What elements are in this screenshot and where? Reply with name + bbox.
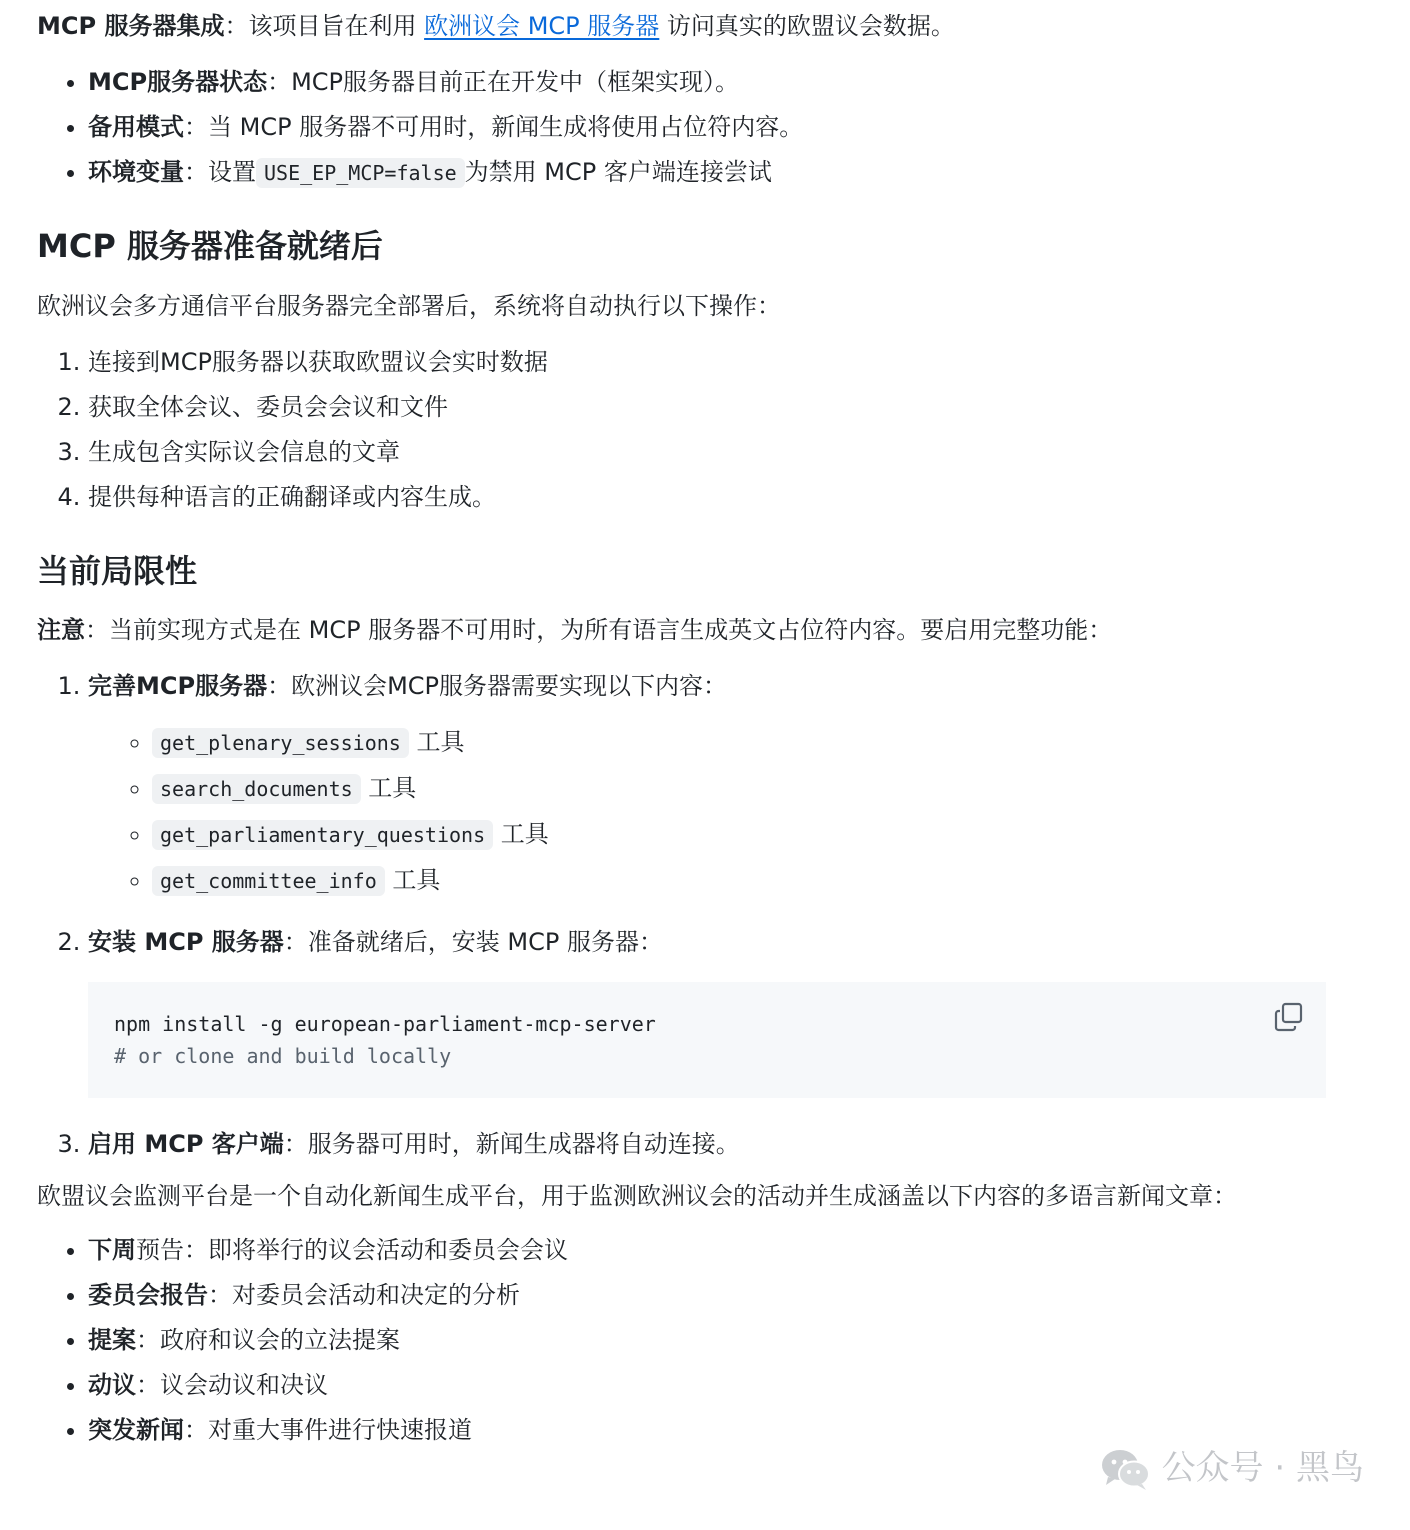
list-item	[88, 109, 1379, 145]
status-list	[37, 64, 1379, 190]
section-ready-text: 欧洲议会多方通信平台服务器完全部署后，系统将自动执行以下操作：	[37, 291, 781, 320]
install-code-block[interactable]	[88, 982, 1326, 1098]
tool-code: get_committee_info	[152, 866, 385, 896]
tool-code: get_plenary_sessions	[152, 728, 409, 758]
readme-content	[37, 8, 1379, 1457]
list-item	[88, 1232, 1379, 1268]
tools-list	[88, 724, 1379, 898]
step2-text: ：准备就绪后，安装 MCP 服务器：	[283, 928, 663, 957]
item-text: ：议会动议和决议	[136, 1371, 328, 1400]
list-item	[152, 816, 1379, 852]
item-text: ：即将举行的议会活动和委员会会议	[184, 1236, 568, 1265]
watermark	[1100, 1443, 1364, 1494]
limits-steps-list	[37, 668, 1379, 1162]
fallback-label: 备用模式	[88, 113, 184, 141]
ready-steps-list	[37, 344, 1379, 515]
list-item: 4. 提供每种语言的正确翻译或内容生成。	[88, 479, 1379, 515]
list-item	[88, 1126, 1379, 1162]
step3-text: ：服务器可用时，新闻生成器将自动连接。	[283, 1130, 740, 1159]
copy-icon	[1272, 1000, 1306, 1034]
list-item: 1. 连接到MCP服务器以获取欧盟议会实时数据	[88, 344, 1379, 380]
step2-label: 安装 MCP 服务器	[88, 928, 284, 957]
platform-paragraph: 欧盟议会监测平台是一个自动化新闻生成平台，用于监测欧洲议会的活动并生成涵盖以下内容的多语言新闻文章：	[37, 1182, 1237, 1211]
section-heading-ready: MCP 服务器准备就绪后	[37, 227, 383, 265]
wechat-icon	[1100, 1447, 1152, 1491]
intro-colon: ：	[224, 12, 249, 40]
tool-code: get_parliamentary_questions	[152, 820, 493, 850]
item-label: 动议	[88, 1371, 136, 1400]
list-item	[88, 154, 1379, 190]
item-label: 突发新闻	[88, 1416, 184, 1445]
status-text: ：MCP服务器目前正在开发中（框架实现）。	[267, 68, 740, 96]
watermark-text: 公众号 · 黑鸟	[1161, 1448, 1364, 1488]
tool-code: search_documents	[152, 774, 361, 804]
item-text: ：对委员会活动和决定的分析	[208, 1281, 520, 1310]
step1-label: 完善MCP服务器	[88, 672, 268, 701]
list-item	[88, 1277, 1379, 1313]
list-item	[152, 770, 1379, 806]
mcp-server-link[interactable]: 欧洲议会 MCP 服务器	[424, 12, 660, 40]
item-plain: 预告	[136, 1236, 184, 1265]
item-text: ：对重大事件进行快速报道	[184, 1416, 472, 1445]
list-item: 2. 获取全体会议、委员会会议和文件	[88, 389, 1379, 425]
item-label: 委员会报告	[88, 1281, 208, 1310]
item-label: 下周	[88, 1236, 136, 1265]
platform-list	[37, 1232, 1379, 1448]
step1-text: ：欧洲议会MCP服务器需要实现以下内容：	[267, 672, 728, 701]
section-heading-limits: 当前局限性	[37, 551, 198, 590]
list-item	[88, 1322, 1379, 1358]
fallback-text: ：当 MCP 服务器不可用时，新闻生成将使用占位符内容。	[184, 113, 804, 141]
tool-suffix: 工具	[368, 774, 417, 803]
code-comment: # or clone and build locally	[114, 1044, 452, 1069]
list-item	[152, 724, 1379, 760]
item-label: 提案	[88, 1326, 136, 1355]
env-var-label: 环境变量	[88, 158, 184, 186]
list-item	[88, 64, 1379, 100]
intro-label: MCP 服务器集成	[37, 12, 225, 40]
env-var-text-after: 为禁用 MCP 客户端连接尝试	[464, 158, 772, 186]
list-item	[88, 1367, 1379, 1403]
note-label: 注意	[37, 616, 85, 645]
list-item	[88, 668, 1379, 898]
code-line: npm install -g european-parliament-mcp-server	[114, 1012, 656, 1037]
status-label: MCP服务器状态	[88, 68, 268, 96]
tool-suffix: 工具	[416, 728, 465, 757]
note-paragraph	[37, 612, 1379, 648]
item-text: ：政府和议会的立法提案	[136, 1326, 400, 1355]
env-var-code: USE_EP_MCP=false	[256, 158, 465, 188]
list-item	[88, 924, 1379, 1098]
list-item	[152, 862, 1379, 898]
list-item: 3. 生成包含实际议会信息的文章	[88, 434, 1379, 470]
tool-suffix: 工具	[392, 866, 441, 895]
note-text: ：当前实现方式是在 MCP 服务器不可用时，为所有语言生成英文占位符内容。要启用完整功能：	[85, 616, 1113, 645]
copy-button[interactable]	[1272, 1000, 1306, 1034]
intro-text-after: 访问真实的欧盟议会数据。	[659, 12, 955, 40]
step3-label: 启用 MCP 客户端	[88, 1130, 284, 1159]
intro-text-before: 该项目旨在利用	[248, 12, 425, 40]
env-var-text-before: ：设置	[184, 158, 256, 186]
tool-suffix: 工具	[500, 820, 549, 849]
intro-paragraph	[37, 8, 1379, 44]
